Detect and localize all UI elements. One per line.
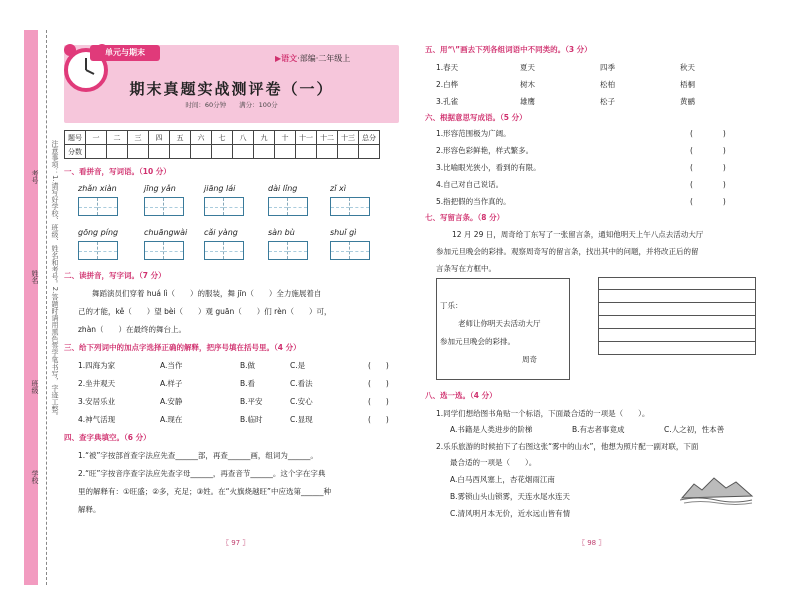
pinyin-label: zhǎn xiàn [78, 184, 117, 193]
score-header-cell: 三 [128, 131, 149, 145]
word-item[interactable]: 松子 [600, 97, 615, 106]
word-item[interactable]: 雄鹰 [520, 97, 535, 106]
section2-line3: zhàn（ ）在最终的舞台上。 [78, 325, 187, 334]
word-item[interactable]: 松柏 [600, 80, 615, 89]
section7-heading: 七、写留言条。（8 分） [425, 213, 505, 222]
character-grid[interactable] [78, 241, 118, 260]
pinyin-label: jīng yǎn [144, 184, 176, 193]
idiom-clue: 2.形容色彩鲜艳，样式繁多。 [436, 146, 534, 155]
misty-landscape-image [680, 470, 754, 506]
score-text: 满分：100分 [239, 101, 278, 109]
score-header-cell: 一 [86, 131, 107, 145]
choice-row-cell: C.是 [290, 361, 306, 370]
score-table [64, 130, 380, 159]
q1-option-b: B.有志者事竟成 [572, 425, 625, 434]
choice-row-cell: A.安静 [160, 397, 183, 406]
score-input-cell[interactable] [128, 145, 149, 159]
choice-row-cell[interactable]: ( ) [368, 379, 389, 388]
choice-row-cell: A.样子 [160, 379, 183, 388]
score-header-cell: 二 [107, 131, 128, 145]
q2-option-b: B.雾锁山头山锁雾，天连水尾水连天 [450, 492, 571, 501]
note-body2: 参加元旦晚会的彩排。 [440, 337, 515, 346]
edition: ·部编·二年级上 [297, 54, 351, 63]
grid-cell[interactable] [288, 198, 307, 215]
score-input-cell[interactable] [254, 145, 275, 159]
score-header-cell: 十三 [338, 131, 359, 145]
choice-row-cell[interactable]: ( ) [368, 415, 389, 424]
character-grid[interactable] [330, 241, 370, 260]
choice-row-cell[interactable]: ( ) [368, 397, 389, 406]
score-header-cell: 六 [191, 131, 212, 145]
score-header-cell: 五 [170, 131, 191, 145]
section7-para3: 言条写在方框中。 [436, 264, 496, 273]
pinyin-label: jiāng lái [204, 184, 236, 193]
score-input-cell[interactable] [317, 145, 338, 159]
subject-name: 语文 [281, 54, 298, 63]
score-input-cell[interactable] [359, 145, 380, 159]
section4-line1: 1.“被”字按部首查字法应先查______部，再查______画，组词为______。 [78, 451, 318, 460]
choice-row-cell: B.临时 [240, 415, 263, 424]
idiom-clue: 4.自己对自己说话。 [436, 180, 504, 189]
grid-cell[interactable] [331, 242, 350, 259]
spine-label-id: 考号 [31, 170, 39, 184]
score-header-cell: 八 [233, 131, 254, 145]
choice-row-cell: C.安心 [290, 397, 313, 406]
character-grid[interactable] [330, 197, 370, 216]
choice-row-cell: C.看法 [290, 379, 313, 388]
binding-spine [24, 30, 38, 585]
score-input-cell[interactable] [296, 145, 317, 159]
section5-heading: 五、用“\”画去下列各组词语中不同类的。（3 分） [425, 45, 592, 54]
choice-row-cell: B.看 [240, 379, 256, 388]
choice-row-cell[interactable]: ( ) [368, 361, 389, 370]
spine-notes: 注意事项：1.请写好学校、班级、姓名和考号。2.答题时请用黑色签字笔书写，字迹工整。 [51, 140, 59, 420]
grid-cell[interactable] [224, 198, 243, 215]
character-grid[interactable] [204, 197, 244, 216]
idiom-clue: 5.指把假的当作真的。 [436, 197, 511, 206]
score-input-cell[interactable] [233, 145, 254, 159]
score-header-cell: 七 [212, 131, 233, 145]
subject-label: ▶语文·部编·二年级上 [275, 54, 351, 63]
grid-cell[interactable] [269, 198, 288, 215]
grid-cell[interactable] [79, 242, 98, 259]
score-input-cell[interactable] [86, 145, 107, 159]
answer-blank[interactable]: ( ) [690, 129, 726, 138]
character-grid[interactable] [144, 197, 184, 216]
word-item[interactable]: 梧桐 [680, 80, 695, 89]
word-item[interactable]: 夏天 [520, 63, 535, 72]
pinyin-label: shuǐ gì [330, 228, 357, 237]
grid-cell[interactable] [269, 242, 288, 259]
section1-heading: 一、看拼音，写词语。（10 分） [64, 167, 171, 176]
section7-para2: 参加元旦晚会的彩排。观察周奇写的留言条，找出其中的问题，并将改正后的留 [436, 247, 699, 256]
score-input-cell[interactable] [191, 145, 212, 159]
score-input-cell[interactable] [275, 145, 296, 159]
choice-row-cell: A.当作 [160, 361, 183, 370]
score-header-cell: 十二 [317, 131, 338, 145]
answer-ruled-box[interactable] [598, 277, 756, 357]
section6-heading: 六、根据意思写成语。（5 分） [425, 113, 527, 122]
choice-row-cell: 4.神气活现 [78, 415, 116, 424]
grid-cell[interactable] [145, 242, 164, 259]
q1-text: 1.同学们想给图书角贴一个标语，下面最合适的一项是（ ）。 [436, 409, 650, 418]
score-input-cell[interactable] [107, 145, 128, 159]
grid-cell[interactable] [79, 198, 98, 215]
choice-row-cell: B.平安 [240, 397, 263, 406]
grid-cell[interactable] [98, 198, 117, 215]
unit-badge: 单元与期末 [90, 45, 160, 61]
score-input-cell[interactable] [338, 145, 359, 159]
page-number-left: 〖 97 〗 [222, 539, 250, 547]
q2-option-c: C.清风明月本无价，近水远山皆有情 [450, 509, 571, 518]
pinyin-label: sàn bù [268, 228, 295, 237]
time-score [64, 100, 399, 109]
q2-option-a: A.白马西风塞上，杏花烟雨江南 [450, 475, 555, 484]
word-item[interactable]: 四季 [600, 63, 615, 72]
section4-line4: 解释。 [78, 505, 101, 514]
pinyin-label: gōng píng [78, 228, 119, 237]
choice-row-cell: 2.坐井观天 [78, 379, 116, 388]
note-sign: 周奇 [522, 355, 537, 364]
answer-blank[interactable]: ( ) [690, 163, 726, 172]
score-input-cell[interactable] [170, 145, 191, 159]
q1-option-c: C.人之初，性本善 [664, 425, 725, 434]
choice-row-cell: 1.四海为家 [78, 361, 116, 370]
score-header-cell: 十一 [296, 131, 317, 145]
pinyin-label: chuāngwài [144, 228, 188, 237]
character-grid[interactable] [268, 197, 308, 216]
character-grid[interactable] [78, 197, 118, 216]
answer-blank[interactable]: ( ) [690, 146, 726, 155]
section2-line2: 己的才能，kě（ ）望 bèi（ ）观 guān（ ）们 rèn（ ）可， [78, 307, 332, 316]
spine-label-class: 班级 [31, 380, 39, 394]
section3-heading: 三、给下列词中的加点字选择正确的解释，把序号填在括号里。（4 分） [64, 343, 301, 352]
word-item[interactable]: 3.孔雀 [436, 97, 459, 106]
grid-cell[interactable] [350, 242, 369, 259]
score-header-cell: 四 [149, 131, 170, 145]
grid-cell[interactable] [98, 242, 117, 259]
note-body1: 老师让你明天去活动大厅 [458, 319, 541, 328]
cut-line [46, 30, 47, 585]
character-grid[interactable] [204, 241, 244, 260]
grid-cell[interactable] [164, 242, 183, 259]
pinyin-label: dài lǐng [268, 184, 298, 193]
grid-cell[interactable] [288, 242, 307, 259]
section4-heading: 四、查字典填空。（6 分） [64, 433, 151, 442]
word-item[interactable]: 2.白桦 [436, 80, 459, 89]
note-box [436, 278, 570, 380]
choice-row-cell: 3.安居乐业 [78, 397, 116, 406]
grid-cell[interactable] [224, 242, 243, 259]
page-number-right: 〖 98 〗 [578, 539, 606, 547]
word-item[interactable]: 秋天 [680, 63, 695, 72]
section2-line1: 舞蹈演员们穿着 huá lì（ ）的服装，舞 jīn（ ）全力施展着自 [92, 289, 322, 298]
pinyin-label: zǐ xì [330, 184, 346, 193]
time-text: 时间：60分钟 [185, 101, 227, 109]
idiom-clue: 3.比喻眼光狭小，看到的有限。 [436, 163, 541, 172]
score-header-cell: 九 [254, 131, 275, 145]
character-grid[interactable] [144, 241, 184, 260]
section4-line2: 2.“旺”字按音序查字法应先查字母______，再查音节______。这个字在字典 [78, 469, 326, 478]
grid-cell[interactable] [331, 198, 350, 215]
grid-cell[interactable] [350, 198, 369, 215]
character-grid[interactable] [268, 241, 308, 260]
spine-label-school: 学校 [31, 470, 39, 484]
q1-option-a: A.书籍是人类进步的阶梯 [450, 425, 533, 434]
section2-heading: 二、读拼音，写字词。（7 分） [64, 271, 166, 280]
spine-label-name: 姓名 [31, 270, 39, 284]
grid-cell[interactable] [205, 242, 224, 259]
word-item[interactable]: 1.春天 [436, 63, 459, 72]
choice-row-cell: B.做 [240, 361, 256, 370]
idiom-clue: 1.形容范围极为广阔。 [436, 129, 511, 138]
q2-text2: 最合适的一项是（ ）。 [450, 458, 537, 467]
choice-row-cell: C.显现 [290, 415, 313, 424]
section4-line3: 里的解释有：①旺盛；②多，充足；③姓。在“火旗烧越旺”中应选第______种 [78, 487, 331, 496]
score-label-cell: 分数 [65, 145, 86, 159]
score-header-cell: 题号 [65, 131, 86, 145]
grid-cell[interactable] [145, 198, 164, 215]
score-input-cell[interactable] [212, 145, 233, 159]
grid-cell[interactable] [164, 198, 183, 215]
word-item[interactable]: 树木 [520, 80, 535, 89]
page-title: 期末真题实战测评卷（一） [129, 80, 334, 98]
score-header-cell: 总分 [359, 131, 380, 145]
section7-para1: 12 月 29 日，周奇给丁东写了一张留言条，通知他明天上午八点去活动大厅 [452, 230, 704, 239]
q2-text1: 2.乐乐旅游的时候拍下了右图这张“雾中的山水”，他想为照片配一副对联，下面 [436, 442, 699, 451]
section8-heading: 八、选一选。（4 分） [425, 391, 497, 400]
word-item[interactable]: 黄鹂 [680, 97, 695, 106]
choice-row-cell: A.现在 [160, 415, 183, 424]
grid-cell[interactable] [205, 198, 224, 215]
note-to: 丁乐： [440, 301, 463, 310]
score-header-cell: 十 [275, 131, 296, 145]
score-input-cell[interactable] [149, 145, 170, 159]
answer-blank[interactable]: ( ) [690, 197, 726, 206]
pinyin-label: cǎi yàng [204, 228, 238, 237]
answer-blank[interactable]: ( ) [690, 180, 726, 189]
